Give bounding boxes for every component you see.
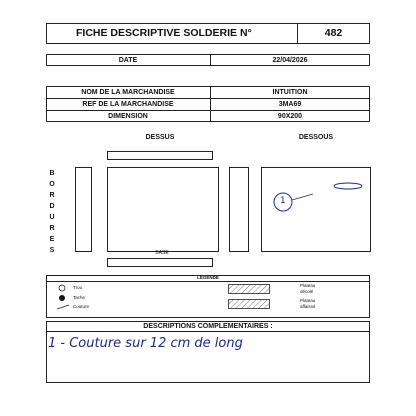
table-row-divider (46, 98, 370, 99)
top-view-label: DESSUS (145, 134, 175, 141)
table-row-divider (46, 110, 370, 111)
name-label: NOM DE LA MARCHANDISE (81, 89, 175, 96)
borders-vertical-label (47, 168, 59, 254)
legend-title-divider (46, 281, 370, 282)
stitch-mark-icon (334, 183, 362, 189)
legend-title: LEGENDE (197, 275, 219, 280)
legend-plateau-decole-line1: Plateau (300, 283, 316, 288)
left-border-panel (75, 167, 92, 252)
complementary-title: DESCRIPTIONS COMPLEMENTAIRES : (143, 323, 273, 330)
page-title: FICHE DESCRIPTIVE SOLDERIE N° (76, 27, 252, 39)
stitch-line-icon (56, 304, 70, 310)
bottom-annotations (261, 167, 371, 252)
date-value: 22/04/2026 (272, 57, 308, 64)
right-border-panel (229, 167, 249, 252)
base-label: BASE (155, 250, 169, 256)
legend-item-couture: Couture (73, 304, 90, 309)
date-label: DATE (118, 57, 138, 64)
marker-leader-line (292, 194, 313, 200)
legend-plateau-affaisse-line1: Plateau (300, 298, 316, 303)
complementary-handwritten-text: 1 - Couture sur 12 cm de long (48, 336, 243, 351)
hatched-rectangle-icon (228, 299, 270, 309)
complementary-title-divider (46, 331, 370, 332)
ref-value: 3MA69 (278, 101, 302, 108)
ref-label: REF DE LA MARCHANDISE (82, 101, 174, 108)
name-value: INTUITION (272, 89, 308, 96)
legend-plateau-affaisse-line2: affaissé (300, 304, 316, 309)
dimension-label: DIMENSION (108, 113, 148, 120)
top-view-panel (107, 167, 219, 252)
bottom-view-label: DESSOUS (298, 134, 334, 141)
solderie-number: 482 (324, 27, 343, 39)
dimension-value: 90X200 (277, 113, 303, 120)
filled-dot-icon (58, 294, 66, 302)
borders-label: B O R D U R E S (49, 170, 55, 254)
marker-number: 1 (280, 196, 286, 206)
legend-item-trou: Trou (73, 285, 83, 290)
circle-outline-icon (58, 284, 66, 292)
base-strip (107, 258, 213, 267)
legend-plateau-decole-line2: décolé (300, 289, 314, 294)
top-strip (107, 151, 213, 160)
legend-item-tache: Tache (73, 295, 86, 300)
hatched-rectangle-icon (228, 284, 270, 294)
